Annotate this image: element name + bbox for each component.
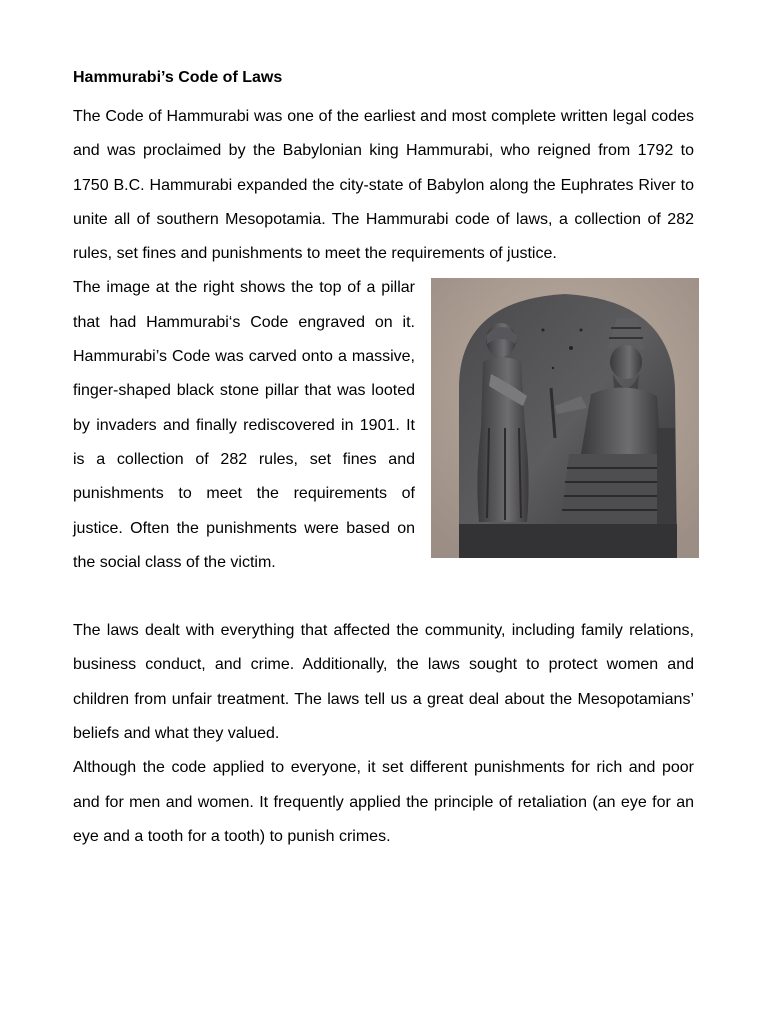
paragraph-intro: The Code of Hammurabi was one of the earliest and most complete written legal codes and was proclaimed by the Babylonian king Hammurabi, who reigned from 1792 to 1750 B.C. Hammurabi expanded the city-state of Babylon along the Euphrates River to unite all of southern Mesopotamia. The Hammurabi code of laws, a collection of 282 rules, set fines and punishments to meet the requirements of justice. bbox=[73, 108, 694, 263]
paragraph-stele: The image at the right shows the top of a pillar that had Hammurabi‘s Code engraved on it. Hammurabi’s Code was carved onto a massive, finger-shaped black stone pillar that was looted by invaders and finally rediscovered in 1901. It is a collection of 282 rules, set fines and punishments to meet the requirements of justice. Often the punishments were based on the social class of the victim. bbox=[73, 279, 415, 571]
stele-photo bbox=[431, 278, 699, 558]
paragraph-laws: The laws dealt with everything that affected the community, including family relations, business conduct, and crime. Additionally, the laws sought to protect women and children from unfair treatment. The laws tell us a great deal about the Mesopotamians’ beliefs and what they valued. bbox=[73, 622, 694, 743]
document-title: Hammurabi’s Code of Laws bbox=[73, 69, 283, 86]
image-text-block bbox=[73, 271, 694, 580]
section-spacer bbox=[73, 580, 694, 614]
document-page bbox=[73, 66, 694, 854]
paragraph-punishments: Although the code applied to everyone, it set different punishments for rich and poor and for men and women. It frequently applied the principle of retaliation (an eye for an eye and a tooth for a tooth) to punish crimes. bbox=[73, 759, 694, 845]
stele-relief-image bbox=[431, 278, 699, 558]
